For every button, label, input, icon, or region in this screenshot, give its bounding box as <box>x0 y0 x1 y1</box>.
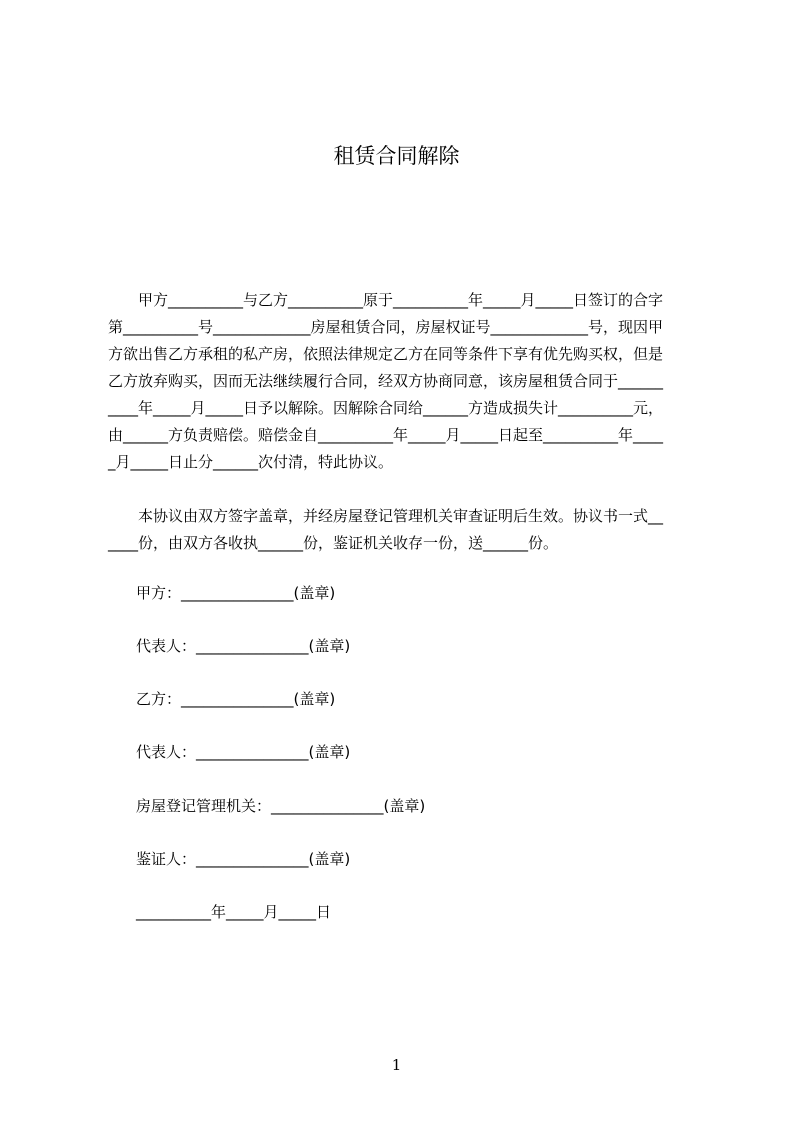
document-title: 租赁合同解除 <box>333 144 460 168</box>
effectiveness-paragraph <box>108 503 700 557</box>
paragraph-line: 方欲出售乙方承租的私产房，依照法律规定乙方在同等条件下享有优先购买权，但是 <box>108 345 664 363</box>
signing-date-line: __________年_____月_____日 <box>136 903 332 921</box>
termination-paragraph <box>108 287 700 476</box>
paragraph-line: 本协议由双方签字盖章，并经房屋登记管理机关审查证明后生效。协议书一式__ <box>138 507 664 525</box>
page-number: 1 <box>391 1056 402 1074</box>
paragraph-line: _月_____日止分______次付清，特此协议。 <box>108 453 394 471</box>
notary-signature-line: 鉴证人：_______________(盖章) <box>136 850 351 868</box>
paragraph-line: 乙方放弃购买，因而无法继续履行合同，经双方协商同意，该房屋租赁合同于______ <box>108 372 664 390</box>
party-b-signature-line: 乙方：_______________(盖章) <box>136 690 336 708</box>
paragraph-line: 由______方负责赔偿。赔偿金自__________年_____月_____日起至__________年____ <box>108 426 664 444</box>
paragraph-line: 甲方__________与乙方__________原于__________年_____月_____日签订的合字 <box>138 291 664 309</box>
paragraph-line: 第__________号_____________房屋租赁合同，房屋权证号_____________号，现因甲 <box>108 318 664 336</box>
party-a-representative-signature-line: 代表人：_______________(盖章) <box>136 637 351 655</box>
registry-authority-signature-line: 房屋登记管理机关：_______________(盖章) <box>136 797 426 815</box>
party-b-representative-signature-line: 代表人：_______________(盖章) <box>136 743 351 761</box>
paragraph-line: ____份，由双方各收执______份，鉴证机关收存一份，送______份。 <box>108 534 559 552</box>
paragraph-line: ____年_____月_____日予以解除。因解除合同给______方造成损失计__________元， <box>108 399 664 417</box>
party-a-signature-line: 甲方：_______________(盖章) <box>136 584 336 602</box>
